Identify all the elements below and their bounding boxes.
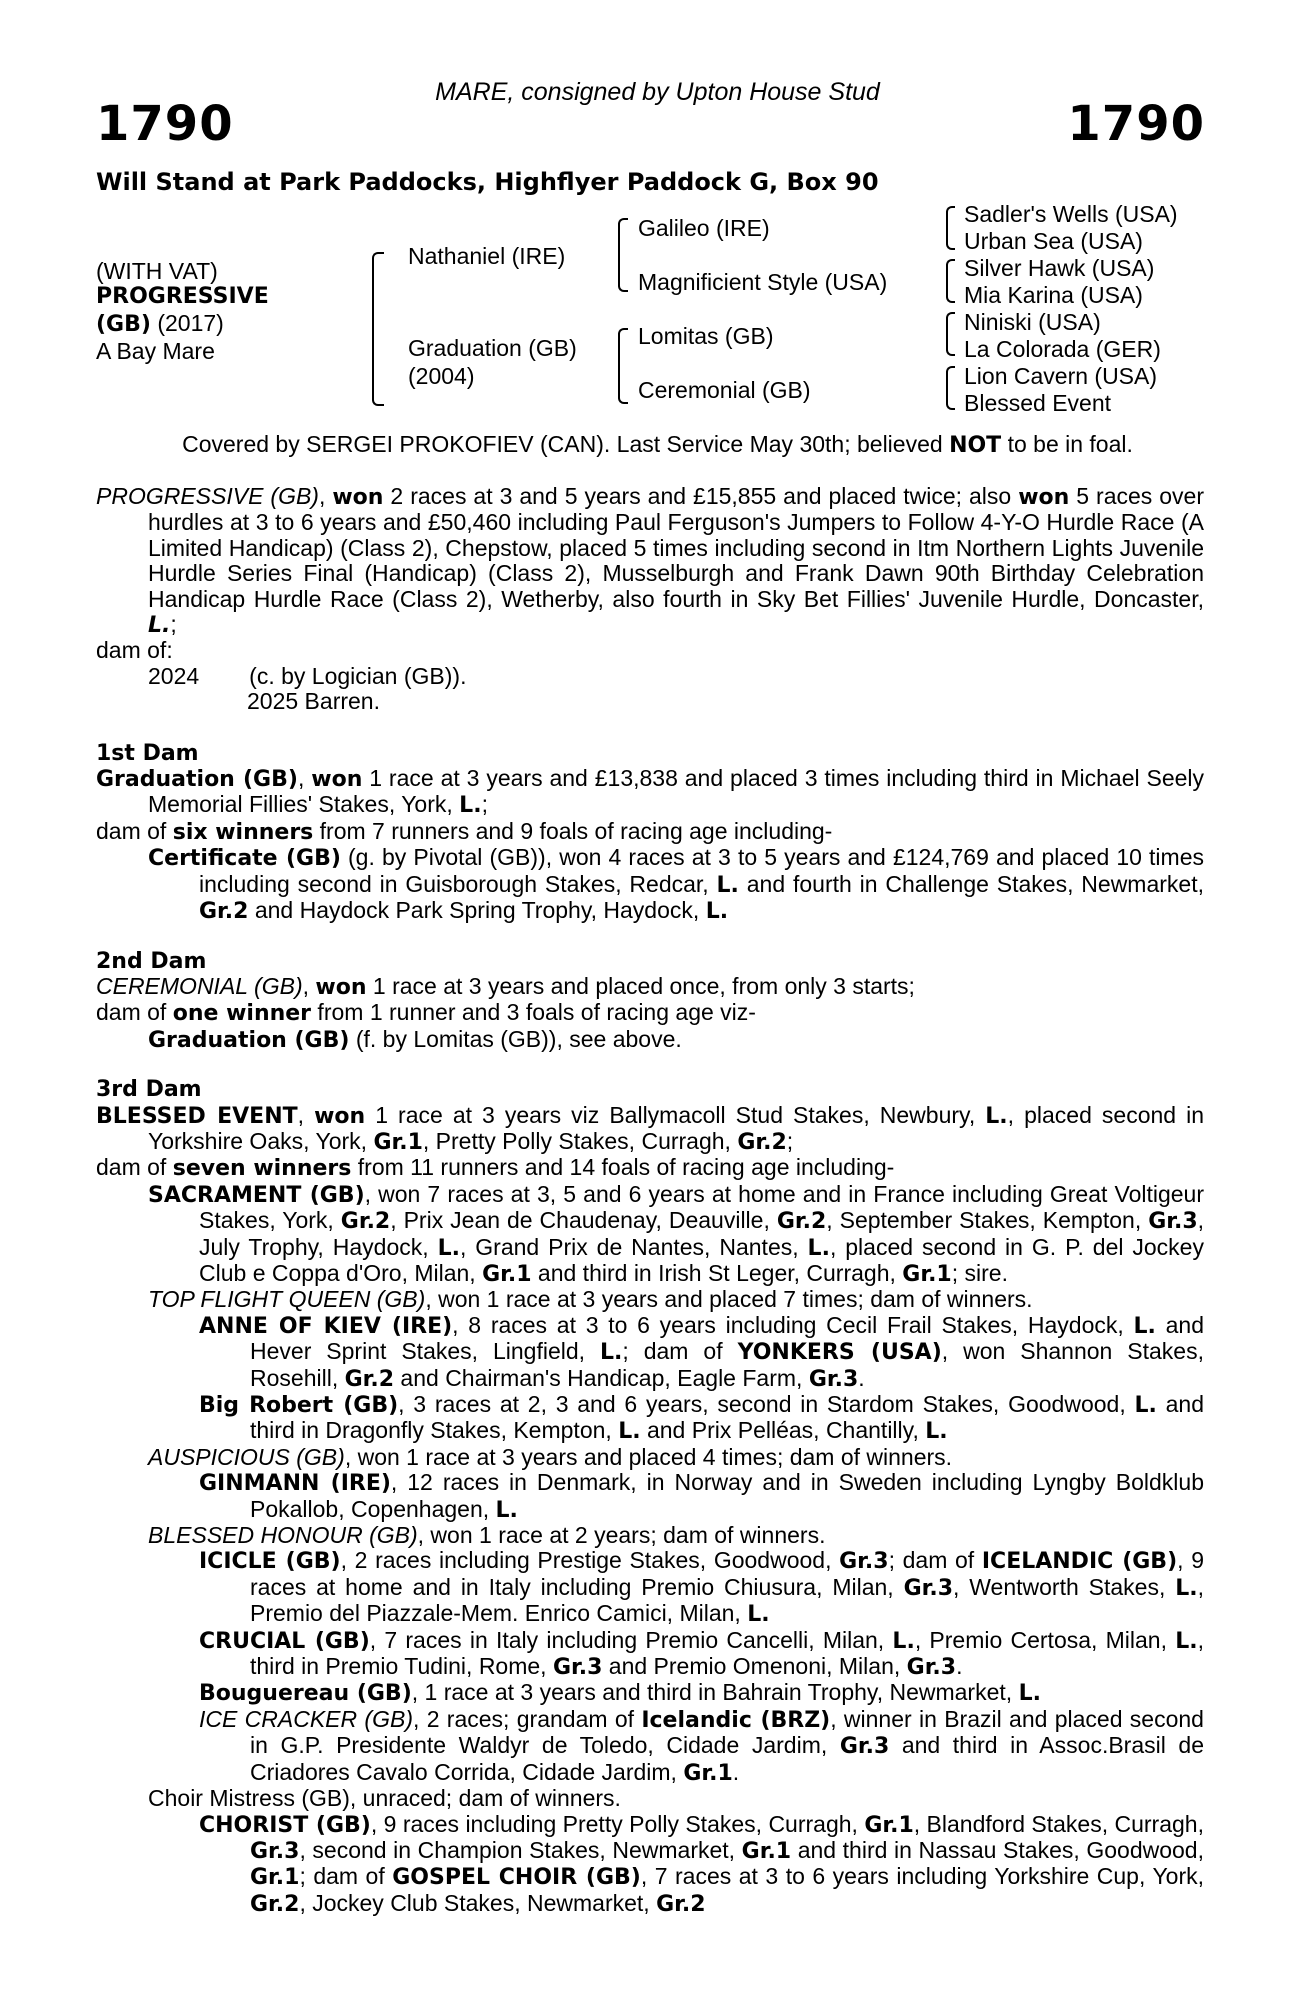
brace-dd [946,366,955,410]
catalogue-body [96,484,1204,1917]
crucial-record: CRUCIAL (GB), 7 races in Italy including Premio Cancelli, Milan, L., Premio Certosa, Milan, L., third in Premio Tudini, Rome, Gr.3 and Premio Omenoni, Milan, Gr.3. [199,1626,1204,1681]
icicle-record: ICICLE (GB), 2 races including Prestige Stakes, Goodwood, Gr.3; dam of ICELANDIC (GB), 9 races at home and in Italy including Premio Chiusura, Milan, Gr.3, Wentworth Stakes, L., Premio del Piazzale-Mem. Enrico Camici, Milan, L. [199,1547,1204,1628]
lot-number-right: 1790 [1067,96,1205,152]
anne-of-kiev-record: ANNE OF KIEV (IRE), 8 races at 3 to 6 years including Cecil Frail Stakes, Haydock, L. and Hever Sprint Stakes, Lingfield, L.; dam of YONKERS (USA), won Shannon Stakes, Rosehill, Gr.2 and Chairman's Handicap, Eagle Farm, Gr.3. [199,1311,1205,1392]
horse-info [96,258,269,364]
sd-dam: Mia Karina (USA) [964,282,1143,308]
horse-origin: (GB) [96,312,151,337]
bouguereau-record: Bouguereau (GB), 1 race at 3 years and third in Bahrain Trophy, Newmarket, L. [199,1679,1041,1707]
produce-2025: 2025 Barren. [247,688,380,715]
ds-dam: La Colorada (GER) [964,336,1161,362]
horse-description: A Bay Mare [96,338,215,364]
first-dam-heading: 1st Dam [96,740,199,766]
dd-sire: Lion Cavern (USA) [964,363,1158,389]
auspicious-record: AUSPICIOUS (GB), won 1 race at 3 years and placed 4 times; dam of winners. [148,1443,953,1470]
vat-note: (WITH VAT) [96,258,218,284]
first-dam-produce: dam of six winners from 7 runners and 9 foals of racing age including- [96,817,833,845]
sacrament-record: SACRAMENT (GB), won 7 races at 3, 5 and 6 years at home and in France including Great Voltigeur Stakes, York, Gr.2, Prix Jean de Chaudenay, Deauville, Gr.2, September Stakes, Kempton, Gr.3, July Trophy, Haydock, L., Grand Prix de Nantes, Nantes, L., placed second in G. P. del Jockey Club e Coppa d'Oro, Milan, Gr.1 and third in Irish St Leger, Curragh, Gr.1; sire. [148,1180,1205,1287]
stand-location: Will Stand at Park Paddocks, Highflyer Paddock G, Box 90 [96,168,879,196]
ds-sire: Niniski (USA) [964,309,1101,335]
third-dam-heading: 3rd Dam [96,1077,202,1103]
second-dam-heading: 2nd Dam [96,948,207,974]
ice-cracker-record: ICE CRACKER (GB), 2 races; grandam of Icelandic (BRZ), winner in Brazil and placed second in G.P. Presidente Waldyr de Toledo, Cidade Jardim, Gr.3 and third in Assoc.Brasil de Criadores Cavalo Corrida, Cidade Jardim, Gr.1. [199,1705,1204,1786]
progressive-record: PROGRESSIVE (GB), won 2 races at 3 and 5 years and £15,855 and placed twice; also won 5 races over hurdles at 3 to 6 years and £50,460 including Paul Ferguson's Jumpers to Follow 4-Y-O Hurdle Race (A Limited Handicap) (Class 2), Chepstow, placed 5 times including second in Itm Northern Lights Juvenile Hurdle Series Final (Handicap) (Class 2), Musselburgh and Frank Dawn 90th Birthday Celebration Handicap Hurdle Race (Class 2), Wetherby, also fourth in Sky Bet Fillies' Juvenile Hurdle, Doncaster, L.; [96,483,1205,639]
dam-sire: Lomitas (GB) [638,323,774,349]
sd-sire: Silver Hawk (USA) [964,255,1155,281]
big-robert-record: Big Robert (GB), 3 races at 2, 3 and 6 years, second in Stardom Stakes, Goodwood, L. and third in Dragonfly Stakes, Kempton, L. and Prix Pelléas, Chantilly, L. [199,1391,1204,1445]
chorist-record: CHORIST (GB), 9 races including Pretty Polly Stakes, Curragh, Gr.1, Blandford Stakes, Curragh, Gr.3, second in Champion Stakes, Newmarket, Gr.1 and third in Nassau Stakes, Goodwood, Gr.1; dam of GOSPEL CHOIR (GB), 7 races at 3 to 6 years including Yorkshire Cup, York, Gr.2, Jockey Club Stakes, Newmarket, Gr.2 [199,1810,1205,1917]
sire: Nathaniel (IRE) [408,243,566,269]
horse-year: (2017) [157,310,224,336]
third-dam-produce: dam of seven winners from 11 runners and 14 foals of racing age including- [96,1154,895,1182]
covered-line: Covered by SERGEI PROKOFIEV (CAN). Last Service May 30th; believed NOT to be in foal. [182,431,1133,458]
second-dam-produce: dam of one winner from 1 runner and 3 foals of racing age viz- [96,999,756,1027]
horse-name: PROGRESSIVE [96,284,269,309]
consignor-line: MARE, consigned by Upton House Stud [435,78,880,106]
sire-sire: Galileo (IRE) [638,215,770,241]
ss-dam: Urban Sea (USA) [964,228,1143,254]
produce-2024: 2024 (c. by Logician (GB)). [148,662,467,689]
progressive-dam-of: dam of: [96,637,173,664]
lot-number-left: 1790 [96,96,234,152]
dd-dam: Blessed Event [964,390,1112,416]
dam: Graduation (GB) [408,335,577,361]
dam-year: (2004) [408,363,475,389]
second-dam-record: CEREMONIAL (GB), won 1 race at 3 years and placed once, from only 3 starts; [96,972,915,1000]
sire-dam: Magnificient Style (USA) [638,269,888,295]
ginmann-record: GINMANN (IRE), 12 races in Denmark, in Norway and in Sweden including Lyngby Boldklub Pokallob, Copenhagen, L. [199,1469,1204,1523]
brace-sd [946,259,955,303]
choir-mistress-record: Choir Mistress (GB), unraced; dam of winners. [148,1785,621,1812]
brace-ss [946,206,955,250]
third-dam-record: BLESSED EVENT, won 1 race at 3 years viz Ballymacoll Stud Stakes, Newbury, L., placed second in Yorkshire Oaks, York, Gr.1, Pretty Polly Stakes, Curragh, Gr.2; [96,1101,1205,1155]
brace-gen1 [372,252,384,406]
blessed-honour-record: BLESSED HONOUR (GB), won 1 race at 2 years; dam of winners. [148,1522,826,1549]
ss-sire: Sadler's Wells (USA) [964,201,1178,227]
brace-dam [618,328,628,404]
dam-dam: Ceremonial (GB) [638,377,811,403]
graduation-entry: Graduation (GB) (f. by Lomitas (GB)), see above. [148,1025,682,1053]
brace-ds [946,312,955,356]
top-flight-record: TOP FLIGHT QUEEN (GB), won 1 race at 3 years and placed 7 times; dam of winners. [148,1286,1033,1313]
brace-sire [618,218,628,292]
certificate-record: Certificate (GB) (g. by Pivotal (GB)), won 4 races at 3 to 5 years and £124,769 and placed 10 times including second in Guisborough Stakes, Redcar, L. and fourth in Challenge Stakes, Newmarket, Gr.2 and Haydock Park Spring Trophy, Haydock, L. [148,844,1204,925]
first-dam-record: Graduation (GB), won 1 race at 3 years and £13,838 and placed 3 times including third in Michael Seely Memorial Fillies' Stakes, York, L.; [96,765,1205,819]
